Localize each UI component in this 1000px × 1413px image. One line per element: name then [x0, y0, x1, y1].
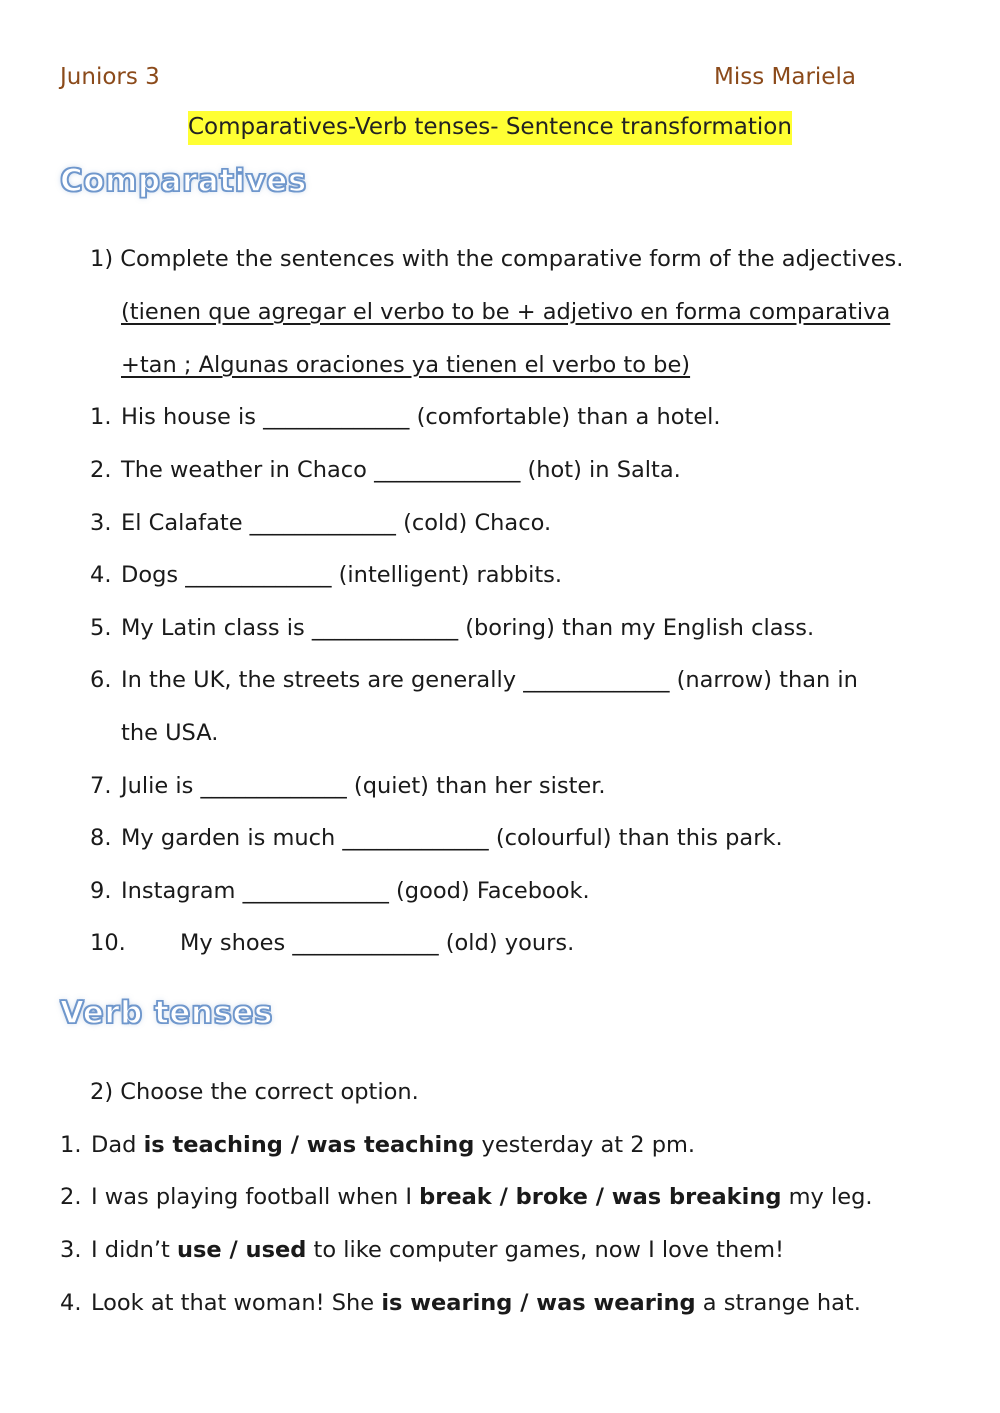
- item-options: use / used: [177, 1237, 307, 1263]
- instruction-note-line-1: (tienen que agregar el verbo to be + adjetivo en forma comparativa: [121, 299, 891, 325]
- item-number: 2.: [90, 457, 112, 483]
- list-item: [60, 1288, 861, 1318]
- section-heading-comparatives: Comparatives: [60, 163, 307, 199]
- item-number: 1.: [60, 1132, 82, 1158]
- item-text-after: yesterday at 2 pm.: [474, 1132, 696, 1158]
- teacher-name: Miss Mariela: [714, 64, 856, 90]
- item-number: 6.: [90, 667, 112, 693]
- item-options: is wearing / was wearing: [381, 1290, 696, 1316]
- instruction-note-line-2: +tan ; Algunas oraciones ya tienen el verbo to be): [121, 352, 691, 378]
- list-item: [90, 455, 681, 485]
- item-text: Dogs _____________ (intelligent) rabbits.: [121, 562, 563, 588]
- item-number: 3.: [60, 1237, 82, 1263]
- item-number: 2.: [60, 1184, 82, 1210]
- item-text-before: I didn’t: [91, 1237, 177, 1263]
- instruction-number: 1): [90, 246, 114, 272]
- item-text: El Calafate _____________ (cold) Chaco.: [121, 510, 552, 536]
- list-item: [60, 1235, 784, 1265]
- item-number: 4.: [90, 562, 112, 588]
- item-number: 4.: [60, 1290, 82, 1316]
- instruction-text: Choose the correct option.: [120, 1079, 419, 1105]
- item-number: 3.: [90, 510, 112, 536]
- worksheet-title: Comparatives-Verb tenses- Sentence transformation: [188, 111, 792, 145]
- item-number: 9.: [90, 878, 112, 904]
- list-item: [90, 823, 783, 853]
- list-item: [90, 613, 814, 643]
- item-number: 5.: [90, 615, 112, 641]
- list-item: [90, 402, 721, 432]
- class-name: Juniors 3: [60, 64, 160, 90]
- item-text-after: to like computer games, now I love them!: [306, 1237, 785, 1263]
- item-text: Julie is _____________ (quiet) than her sister.: [121, 773, 606, 799]
- list-item: [90, 771, 606, 801]
- item-number: 7.: [90, 773, 112, 799]
- item-text: My garden is much _____________ (colourful) than this park.: [121, 825, 783, 851]
- item-text: My shoes _____________ (old) yours.: [180, 930, 575, 956]
- instruction-2: [90, 1077, 419, 1107]
- item-text-before: Look at that woman! She: [91, 1290, 382, 1316]
- item-text: My Latin class is _____________ (boring) than my English class.: [121, 615, 815, 641]
- list-item: [90, 928, 574, 958]
- list-item: [90, 665, 858, 695]
- item-text-before: I was playing football when I: [91, 1184, 420, 1210]
- section-heading-verb-tenses: Verb tenses: [60, 995, 273, 1031]
- item-text-after: my leg.: [781, 1184, 873, 1210]
- item-options: break / broke / was breaking: [419, 1184, 782, 1210]
- list-item: [90, 876, 590, 906]
- item-text: His house is _____________ (comfortable) than a hotel.: [121, 404, 721, 430]
- item-number: 1.: [90, 404, 112, 430]
- item-options: is teaching / was teaching: [143, 1132, 475, 1158]
- list-item-continuation: the USA.: [121, 720, 219, 746]
- item-text-before: Dad: [91, 1132, 144, 1158]
- list-item: [90, 560, 562, 590]
- item-text: In the UK, the streets are generally _____________ (narrow) than in: [121, 667, 858, 693]
- item-text-after: a strange hat.: [695, 1290, 861, 1316]
- instruction-number: 2): [90, 1079, 114, 1105]
- instruction-1: [90, 244, 903, 274]
- instruction-text: Complete the sentences with the comparative form of the adjectives.: [120, 246, 904, 272]
- list-item: [60, 1182, 873, 1212]
- list-item: [90, 508, 551, 538]
- list-item: [60, 1130, 695, 1160]
- item-text: Instagram _____________ (good) Facebook.: [121, 878, 590, 904]
- item-number: 10.: [90, 930, 126, 956]
- item-number: 8.: [90, 825, 112, 851]
- item-text: The weather in Chaco _____________ (hot) in Salta.: [121, 457, 681, 483]
